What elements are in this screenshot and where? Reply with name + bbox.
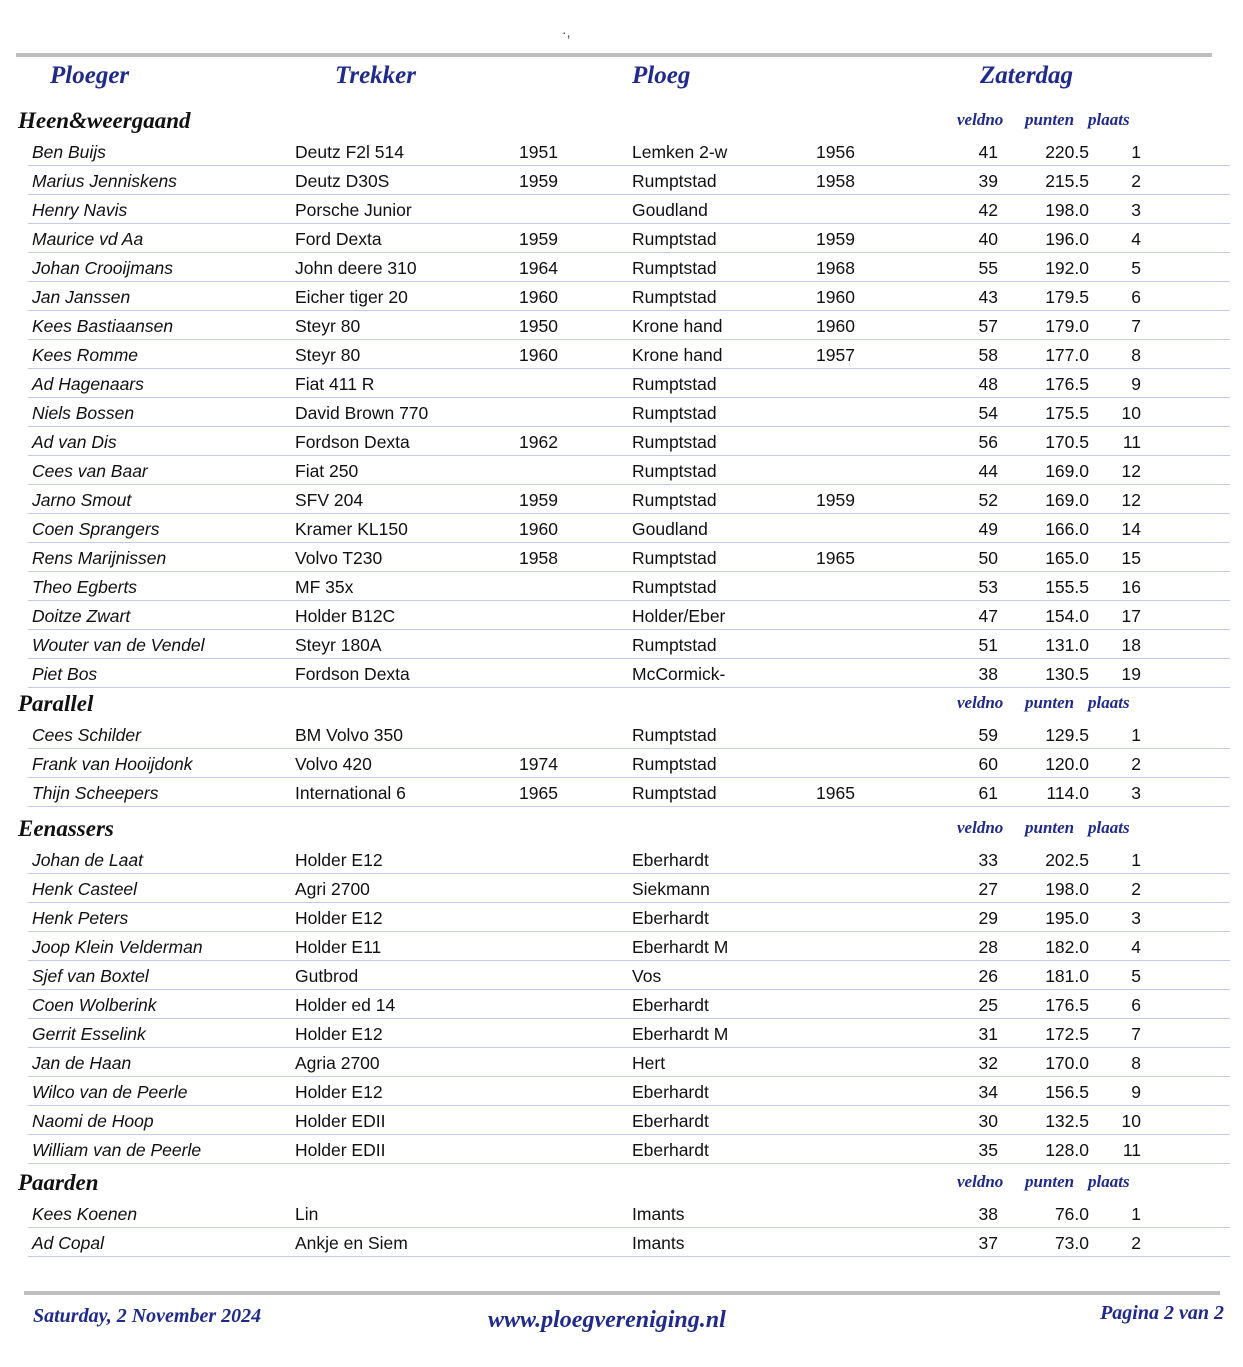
- ploeger-name: Ad Hagenaars: [32, 374, 144, 394]
- trekker-year: 1960: [519, 519, 558, 539]
- veldno: 60: [978, 754, 998, 774]
- ploeg: Eberhardt: [632, 1140, 709, 1160]
- section-title: Paarden: [18, 1170, 99, 1195]
- header-ploeg: Ploeg: [632, 62, 691, 89]
- punten: 176.5: [1045, 374, 1089, 394]
- ploeger-name: Henk Peters: [32, 908, 129, 928]
- veldno: 26: [978, 966, 998, 986]
- trekker-year: 1959: [519, 171, 558, 191]
- trekker-year: 1959: [519, 229, 558, 249]
- ploeger-name: Kees Koenen: [32, 1204, 138, 1224]
- table-row: [0, 457, 1243, 486]
- section-rows: [0, 846, 1243, 1165]
- trekker: Eicher tiger 20: [295, 287, 408, 307]
- ploeg: Eberhardt: [632, 850, 709, 870]
- ploeg: Siekmann: [632, 879, 710, 899]
- col-label-punten: punten: [1025, 1172, 1075, 1191]
- punten: 76.0: [1054, 1204, 1089, 1224]
- section-rows: [0, 1200, 1243, 1258]
- table-row: [0, 341, 1243, 370]
- section-title: Heen&weergaand: [18, 108, 191, 133]
- ploeg: Rumptstad: [632, 725, 717, 745]
- section-title: Eenassers: [18, 816, 114, 841]
- veldno: 39: [978, 171, 998, 191]
- punten: 179.5: [1045, 287, 1089, 307]
- punten: 129.5: [1045, 725, 1089, 745]
- veldno: 47: [978, 606, 998, 626]
- trekker: Holder E12: [295, 908, 383, 928]
- plaats: 12: [1121, 490, 1141, 510]
- header-day: Zaterdag: [980, 62, 1074, 89]
- veldno: 31: [978, 1024, 998, 1044]
- ploeg-year: 1956: [816, 142, 855, 162]
- ploeger-name: Ben Buijs: [32, 142, 106, 162]
- veldno: 57: [978, 316, 998, 336]
- table-row: [0, 486, 1243, 515]
- ploeger-name: Ad Copal: [32, 1233, 104, 1253]
- plaats: 1: [1131, 142, 1141, 162]
- top-rule: [16, 53, 1212, 57]
- ploeger-name: Johan Crooijmans: [32, 258, 174, 278]
- ploeg-year: 1968: [816, 258, 855, 278]
- ploeger-name: Rens Marijnissen: [32, 548, 167, 568]
- punten: 169.0: [1045, 490, 1089, 510]
- veldno: 34: [978, 1082, 998, 1102]
- plaats: 8: [1131, 1053, 1141, 1073]
- table-row: [0, 167, 1243, 196]
- punten: 130.5: [1045, 664, 1089, 684]
- plaats: 7: [1131, 1024, 1141, 1044]
- col-label-punten: punten: [1025, 818, 1075, 837]
- punten: 195.0: [1045, 908, 1089, 928]
- ploeger-name: Coen Sprangers: [32, 519, 160, 539]
- ploeger-name: Jan Janssen: [32, 287, 131, 307]
- section-rows: [0, 721, 1243, 808]
- trekker: Fiat 411 R: [295, 374, 375, 394]
- trekker: BM Volvo 350: [295, 725, 403, 745]
- veldno: 32: [978, 1053, 998, 1073]
- trekker: Lin: [295, 1204, 319, 1224]
- punten: 132.5: [1045, 1111, 1089, 1131]
- veldno: 58: [978, 345, 998, 365]
- punten: 177.0: [1045, 345, 1089, 365]
- ploeg: Rumptstad: [632, 490, 717, 510]
- trekker-year: 1974: [519, 754, 558, 774]
- trekker: MF 35x: [295, 577, 354, 597]
- veldno: 30: [978, 1111, 998, 1131]
- plaats: 16: [1121, 577, 1141, 597]
- ploeger-name: Theo Egberts: [32, 577, 138, 597]
- table-row: [0, 225, 1243, 254]
- veldno: 42: [978, 200, 998, 220]
- veldno: 41: [978, 142, 998, 162]
- ploeger-name: Thijn Scheepers: [32, 783, 159, 803]
- punten: 165.0: [1045, 548, 1089, 568]
- ploeg-year: 1965: [816, 783, 855, 803]
- ploeg: Rumptstad: [632, 461, 717, 481]
- plaats: 6: [1131, 995, 1141, 1015]
- ploeger-name: Johan de Laat: [32, 850, 143, 870]
- trekker: Steyr 80: [295, 316, 361, 336]
- plaats: 3: [1131, 783, 1141, 803]
- table-row: [0, 1229, 1243, 1258]
- plaats: 5: [1131, 258, 1141, 278]
- punten: 156.5: [1045, 1082, 1089, 1102]
- ploeg: Rumptstad: [632, 403, 717, 423]
- trekker-year: 1958: [519, 548, 558, 568]
- ploeg: Rumptstad: [632, 548, 717, 568]
- plaats: 2: [1131, 754, 1141, 774]
- table-row: [0, 933, 1243, 962]
- plaats: 15: [1121, 548, 1141, 568]
- table-row: [0, 1107, 1243, 1136]
- punten: 128.0: [1045, 1140, 1089, 1160]
- table-row: [0, 370, 1243, 399]
- ploeg: Holder/Eber: [632, 606, 726, 626]
- punten: 166.0: [1045, 519, 1089, 539]
- ploeger-name: Cees van Baar: [32, 461, 148, 481]
- ploeger-name: Wouter van de Vendel: [32, 635, 205, 655]
- table-row: [0, 138, 1243, 167]
- ploeger-name: Coen Wolberink: [32, 995, 157, 1015]
- trekker: Holder EDII: [295, 1140, 386, 1160]
- trekker-year: 1965: [519, 783, 558, 803]
- plaats: 8: [1131, 345, 1141, 365]
- trekker: Volvo 420: [295, 754, 372, 774]
- ploeg: Krone hand: [632, 316, 723, 336]
- table-row: [0, 962, 1243, 991]
- ploeger-name: Cees Schilder: [32, 725, 141, 745]
- ploeg: Rumptstad: [632, 754, 717, 774]
- footer-website[interactable]: www.ploegvereniging.nl: [488, 1307, 726, 1333]
- veldno: 49: [978, 519, 998, 539]
- trekker: David Brown 770: [295, 403, 429, 423]
- col-label-plaats: plaats: [1088, 1172, 1130, 1191]
- plaats: 9: [1131, 374, 1141, 394]
- trekker-year: 1964: [519, 258, 558, 278]
- ploeg: Goudland: [632, 519, 708, 539]
- punten: 220.5: [1045, 142, 1089, 162]
- veldno: 55: [978, 258, 998, 278]
- ploeger-name: Sjef van Boxtel: [32, 966, 149, 986]
- table-row: [0, 991, 1243, 1020]
- punten: 154.0: [1045, 606, 1089, 626]
- trekker: Holder E11: [295, 937, 382, 957]
- col-label-veldno: veldno: [957, 818, 1004, 837]
- trekker: SFV 204: [295, 490, 364, 510]
- table-row: [0, 1136, 1243, 1165]
- punten: 169.0: [1045, 461, 1089, 481]
- ploeger-name: Wilco van de Peerle: [32, 1082, 188, 1102]
- trekker: Volvo T230: [295, 548, 383, 568]
- ploeg: Rumptstad: [632, 287, 717, 307]
- ploeger-name: Doitze Zwart: [32, 606, 131, 626]
- ploeger-name: Jarno Smout: [32, 490, 132, 510]
- col-label-veldno: veldno: [957, 110, 1004, 129]
- plaats: 18: [1121, 635, 1141, 655]
- ploeger-name: Naomi de Hoop: [32, 1111, 154, 1131]
- punten: 182.0: [1045, 937, 1089, 957]
- plaats: 2: [1131, 879, 1141, 899]
- plaats: 17: [1121, 606, 1141, 626]
- ploeg: Eberhardt: [632, 1111, 709, 1131]
- punten: 120.0: [1045, 754, 1089, 774]
- ploeg-year: 1958: [816, 171, 855, 191]
- table-row: [0, 399, 1243, 428]
- trekker: Deutz D30S: [295, 171, 390, 191]
- ploeg: Hert: [632, 1053, 666, 1073]
- plaats: 4: [1131, 229, 1141, 249]
- ploeger-name: Maurice vd Aa: [32, 229, 144, 249]
- plaats: 12: [1121, 461, 1141, 481]
- table-row: [0, 602, 1243, 631]
- table-row: [0, 875, 1243, 904]
- ploeg: Rumptstad: [632, 229, 717, 249]
- punten: 131.0: [1045, 635, 1089, 655]
- ploeg-year: 1965: [816, 548, 855, 568]
- table-row: [0, 660, 1243, 689]
- ploeg-year: 1957: [816, 345, 855, 365]
- trekker: Holder E12: [295, 850, 383, 870]
- ploeg-year: 1959: [816, 490, 855, 510]
- ploeger-name: Kees Romme: [32, 345, 139, 365]
- ploeg: Rumptstad: [632, 635, 717, 655]
- plaats: 2: [1131, 1233, 1141, 1253]
- col-label-plaats: plaats: [1088, 818, 1130, 837]
- table-row: [0, 312, 1243, 341]
- trekker-year: 1959: [519, 490, 558, 510]
- table-row: [0, 1078, 1243, 1107]
- plaats: 19: [1121, 664, 1141, 684]
- ploeg: Eberhardt M: [632, 937, 729, 957]
- trekker: International 6: [295, 783, 406, 803]
- punten: 172.5: [1045, 1024, 1089, 1044]
- veldno: 52: [978, 490, 998, 510]
- veldno: 38: [978, 664, 998, 684]
- veldno: 61: [978, 783, 998, 803]
- ploeger-name: Joop Klein Velderman: [32, 937, 203, 957]
- punten: 215.5: [1045, 171, 1089, 191]
- header-ploeger: Ploeger: [50, 62, 130, 89]
- ploeg: Eberhardt: [632, 1082, 709, 1102]
- veldno: 33: [978, 850, 998, 870]
- ploeg: McCormick-: [632, 664, 726, 684]
- plaats: 4: [1131, 937, 1141, 957]
- punten: 181.0: [1045, 966, 1089, 986]
- punten: 176.5: [1045, 995, 1089, 1015]
- trekker: Gutbrod: [295, 966, 359, 986]
- veldno: 51: [978, 635, 998, 655]
- trekker: Holder E12: [295, 1082, 383, 1102]
- veldno: 53: [978, 577, 998, 597]
- col-label-punten: punten: [1025, 693, 1075, 712]
- ploeg: Imants: [632, 1204, 685, 1224]
- plaats: 2: [1131, 171, 1141, 191]
- table-row: [0, 573, 1243, 602]
- ploeger-name: Henk Casteel: [32, 879, 138, 899]
- plaats: 11: [1122, 1140, 1141, 1160]
- veldno: 35: [978, 1140, 998, 1160]
- veldno: 28: [978, 937, 998, 957]
- table-row: [0, 904, 1243, 933]
- table-row: [0, 779, 1243, 808]
- ploeg: Vos: [632, 966, 662, 986]
- plaats: 9: [1131, 1082, 1141, 1102]
- footer-page-number: Pagina 2 van 2: [1100, 1302, 1224, 1324]
- plaats: 1: [1131, 850, 1141, 870]
- section-rows: [0, 138, 1243, 689]
- section-title: Parallel: [18, 691, 94, 716]
- plaats: 3: [1131, 200, 1141, 220]
- table-row: [0, 428, 1243, 457]
- trekker: Fordson Dexta: [295, 664, 410, 684]
- trekker-year: 1950: [519, 316, 558, 336]
- punten: 114.0: [1046, 783, 1089, 803]
- ploeger-name: Henry Navis: [32, 200, 128, 220]
- plaats: 14: [1121, 519, 1141, 539]
- trekker: Ford Dexta: [295, 229, 382, 249]
- punten: 202.5: [1045, 850, 1089, 870]
- veldno: 48: [978, 374, 998, 394]
- veldno: 27: [978, 879, 998, 899]
- ploeg: Rumptstad: [632, 374, 717, 394]
- veldno: 43: [978, 287, 998, 307]
- ploeg: Imants: [632, 1233, 685, 1253]
- trekker: Agria 2700: [295, 1053, 380, 1073]
- ploeger-name: Ad van Dis: [32, 432, 117, 452]
- trekker-year: 1960: [519, 287, 558, 307]
- table-row: [0, 750, 1243, 779]
- veldno: 29: [978, 908, 998, 928]
- col-label-plaats: plaats: [1088, 110, 1130, 129]
- col-label-plaats: plaats: [1088, 693, 1130, 712]
- plaats: 6: [1131, 287, 1141, 307]
- ploeg-year: 1959: [816, 229, 855, 249]
- table-row: [0, 254, 1243, 283]
- trekker: Steyr 180A: [295, 635, 382, 655]
- punten: 198.0: [1045, 879, 1089, 899]
- table-row: [0, 1049, 1243, 1078]
- top-mark: ·,: [562, 24, 571, 40]
- plaats: 10: [1121, 1111, 1141, 1131]
- table-row: [0, 1200, 1243, 1229]
- plaats: 11: [1122, 432, 1141, 452]
- ploeg: Eberhardt: [632, 995, 709, 1015]
- veldno: 56: [978, 432, 998, 452]
- ploeg: Eberhardt M: [632, 1024, 729, 1044]
- table-row: [0, 283, 1243, 312]
- ploeg: Rumptstad: [632, 432, 717, 452]
- punten: 198.0: [1045, 200, 1089, 220]
- veldno: 44: [978, 461, 998, 481]
- plaats: 7: [1131, 316, 1141, 336]
- ploeg: Rumptstad: [632, 258, 717, 278]
- trekker: John deere 310: [295, 258, 417, 278]
- plaats: 1: [1131, 725, 1141, 745]
- punten: 170.0: [1045, 1053, 1089, 1073]
- table-row: [0, 515, 1243, 544]
- trekker: Ankje en Siem: [295, 1233, 408, 1253]
- plaats: 5: [1131, 966, 1141, 986]
- plaats: 10: [1121, 403, 1141, 423]
- trekker: Agri 2700: [295, 879, 370, 899]
- ploeg: Rumptstad: [632, 577, 717, 597]
- ploeger-name: Frank van Hooijdonk: [32, 754, 193, 774]
- trekker: Holder EDII: [295, 1111, 386, 1131]
- table-row: [0, 1020, 1243, 1049]
- table-row: [0, 544, 1243, 573]
- veldno: 54: [978, 403, 998, 423]
- col-label-punten: punten: [1025, 110, 1075, 129]
- ploeger-name: Gerrit Esselink: [32, 1024, 146, 1044]
- trekker-year: 1960: [519, 345, 558, 365]
- veldno: 38: [978, 1204, 998, 1224]
- veldno: 50: [978, 548, 998, 568]
- ploeger-name: Piet Bos: [32, 664, 98, 684]
- trekker-year: 1951: [519, 142, 558, 162]
- punten: 192.0: [1045, 258, 1089, 278]
- trekker: Steyr 80: [295, 345, 361, 365]
- veldno: 40: [978, 229, 998, 249]
- ploeg: Goudland: [632, 200, 708, 220]
- trekker: Holder B12C: [295, 606, 396, 626]
- veldno: 37: [978, 1233, 998, 1253]
- punten: 170.5: [1045, 432, 1089, 452]
- trekker: Deutz F2l 514: [295, 142, 404, 162]
- trekker: Fordson Dexta: [295, 432, 410, 452]
- veldno: 25: [978, 995, 998, 1015]
- footer-date: Saturday, 2 November 2024: [33, 1305, 262, 1327]
- ploeg: Eberhardt: [632, 908, 709, 928]
- header-trekker: Trekker: [335, 62, 416, 89]
- punten: 196.0: [1045, 229, 1089, 249]
- table-row: [0, 721, 1243, 750]
- ploeg-year: 1960: [816, 287, 855, 307]
- trekker: Kramer KL150: [295, 519, 408, 539]
- ploeg: Krone hand: [632, 345, 723, 365]
- ploeger-name: Jan de Haan: [32, 1053, 132, 1073]
- ploeg: Rumptstad: [632, 171, 717, 191]
- ploeger-name: William van de Peerle: [32, 1140, 202, 1160]
- trekker: Porsche Junior: [295, 200, 412, 220]
- punten: 73.0: [1054, 1233, 1089, 1253]
- table-row: [0, 631, 1243, 660]
- col-label-veldno: veldno: [957, 1172, 1004, 1191]
- ploeger-name: Kees Bastiaansen: [32, 316, 174, 336]
- punten: 179.0: [1045, 316, 1089, 336]
- trekker: Holder E12: [295, 1024, 383, 1044]
- trekker: Holder ed 14: [295, 995, 396, 1015]
- veldno: 59: [978, 725, 998, 745]
- col-label-veldno: veldno: [957, 693, 1004, 712]
- ploeg: Lemken 2-w: [632, 142, 728, 162]
- ploeger-name: Niels Bossen: [32, 403, 135, 423]
- trekker: Fiat 250: [295, 461, 359, 481]
- table-row: [0, 846, 1243, 875]
- ploeg: Rumptstad: [632, 783, 717, 803]
- plaats: 1: [1131, 1204, 1141, 1224]
- punten: 155.5: [1045, 577, 1089, 597]
- trekker-year: 1962: [519, 432, 558, 452]
- ploeger-name: Marius Jenniskens: [32, 171, 177, 191]
- plaats: 3: [1131, 908, 1141, 928]
- bottom-rule: [24, 1291, 1220, 1295]
- table-row: [0, 196, 1243, 225]
- ploeg-year: 1960: [816, 316, 855, 336]
- punten: 175.5: [1045, 403, 1089, 423]
